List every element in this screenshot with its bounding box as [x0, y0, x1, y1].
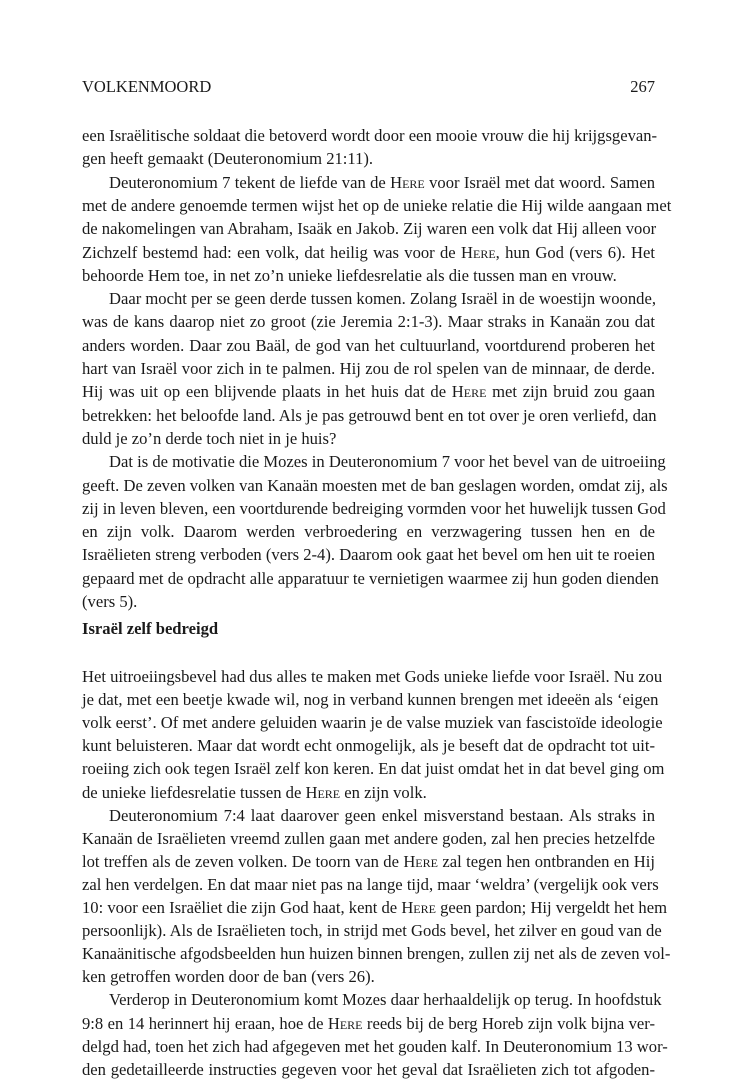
text-line: Deuteronomium 7:4 laat daarover geen enkel misverstand bestaan. Als straks in: [109, 805, 655, 825]
text-line: Zichzelf bestemd had: een volk, dat heilig was voor de Here, hun God (vers 6). Het: [82, 242, 655, 262]
text-line: ken getroffen worden door de ban (vers 26).: [82, 967, 375, 987]
text-line: Kanaän de Israëlieten vreemd zullen gaan met andere goden, zal hen precies hetzelfde: [82, 828, 655, 848]
text-line: zij in leven bleven, een voortdurende bedreiging vormden voor het huwelijk tussen God: [82, 498, 666, 518]
running-head: [82, 77, 655, 97]
text-line: een Israëlitische soldaat die betoverd wordt door een mooie vrouw die hij krijgsgevan-: [82, 126, 658, 145]
text-line: persoonlijk). Als de Israëlieten toch, in strijd met Gods bevel, het zilver en goud van de: [82, 921, 662, 941]
text-line: Het uitroeiingsbevel had dus alles te maken met Gods unieke liefde voor Israël. Nu zou: [82, 667, 663, 686]
text-line: je dat, met een beetje kwade wil, nog in verband kunnen brengen met ideeën als ‘eigen: [82, 690, 659, 710]
text-line: Verderop in Deuteronomium komt Mozes daar herhaaldelijk op terug. In hoofdstuk: [109, 990, 662, 1010]
text-line: Daar mocht per se geen derde tussen komen. Zolang Israël in de woestijn woonde,: [109, 289, 656, 309]
text-line: delgd had, toen het zich had afgegeven met het gouden kalf. In Deuteronomium 13 wor-: [82, 1036, 668, 1056]
text-line: lot treffen als de zeven volken. De toorn van de Here zal tegen hen ontbranden en Hij: [82, 851, 656, 871]
text-line: behoorde Hem toe, in net zo’n unieke liefdesrelatie als die tussen man en vrouw.: [82, 265, 617, 285]
page-number: 267: [630, 77, 655, 96]
text-line: gen heeft gemaakt (Deuteronomium 21:11).: [82, 149, 374, 169]
section-heading: Israël zelf bedreigd: [82, 619, 219, 638]
text-line: was de kans daarop niet zo groot (zie Jeremia 2:1-3). Maar straks in Kanaän zou dat: [82, 312, 655, 332]
text-line: met de andere genoemde termen wijst het op de unieke relatie die Hij wilde aangaan met: [82, 195, 672, 215]
text-line: de unieke liefdesrelatie tussen de Here en zijn volk.: [82, 782, 427, 802]
text-line: zal hen verdelgen. En dat maar niet pas na lange tijd, maar ‘weldra’ (vergelijk ook vers: [82, 874, 659, 894]
text-line: geeft. De zeven volken van Kanaän moesten met de ban geslagen worden, omdat zij, als: [82, 475, 668, 495]
text-line: 9:8 en 14 herinnert hij eraan, hoe de Here reeds bij de berg Horeb zijn volk bijna ver-: [82, 1013, 656, 1033]
text-line: Deuteronomium 7 tekent de liefde van de Here voor Israël met dat woord. Samen: [109, 172, 655, 192]
text-line: en zijn volk. Daarom werden verbroedering en verzwagering tussen hen en de: [82, 522, 655, 542]
text-line: den gedetailleerde instructies gegeven voor het geval dat Israëlieten zich tot afgoden-: [82, 1059, 655, 1079]
running-head-title: VOLKENMOORD: [82, 77, 212, 96]
text-line: volk eerst’. Of met andere geluiden waarin je de valse muziek van fascistoïde ideologie: [82, 713, 663, 733]
text-line: de nakomelingen van Abraham, Isaäk en Jakob. Zij waren een volk dat Hij alleen voor: [82, 219, 657, 239]
text-line: 10: voor een Israëliet die zijn God haat, kent de Here geen pardon; Hij vergeldt het hem: [82, 898, 668, 917]
text-line: betrekken: het beloofde land. Als je pas getrouwd bent en tot over je oren verliefd, dan: [82, 405, 657, 425]
text-line: anders worden. Daar zou Baäl, de god van het cultuurland, voortdurend proberen het: [82, 335, 655, 355]
text-line: gepaard met de opdracht alle apparatuur te vernietigen waarmee zij hun goden dienden: [82, 568, 659, 588]
text-line: Israëlieten streng verboden (vers 2-4). Daarom ook gaat het bevel om hen uit te roeien: [82, 545, 655, 565]
text-line: Kanaänitische afgodsbeelden hun huizen binnen brengen, zullen zij net als de zeven vol-: [82, 944, 671, 964]
text-line: duld je zo’n derde toch niet in je huis?: [82, 428, 337, 448]
text-line: kunt beluisteren. Maar dat wordt echt onmogelijk, als je beseft dat de opdracht tot uit-: [82, 736, 655, 756]
text-line: roeiing zich ook tegen Israël zelf kon keren. En dat juist omdat het in dat bevel ging om: [82, 759, 665, 779]
text-line: (vers 5).: [82, 592, 138, 611]
text-line: Hij was uit op een blijvende plaats in het huis dat de Here met zijn bruid zou gaan: [82, 382, 655, 402]
text-line: hart van Israël voor zich in te palmen. Hij zou de rol spelen van de minnaar, de derde.: [82, 359, 655, 378]
text-line: Dat is de motivatie die Mozes in Deuteronomium 7 voor het bevel van de uitroeiing: [109, 452, 666, 472]
